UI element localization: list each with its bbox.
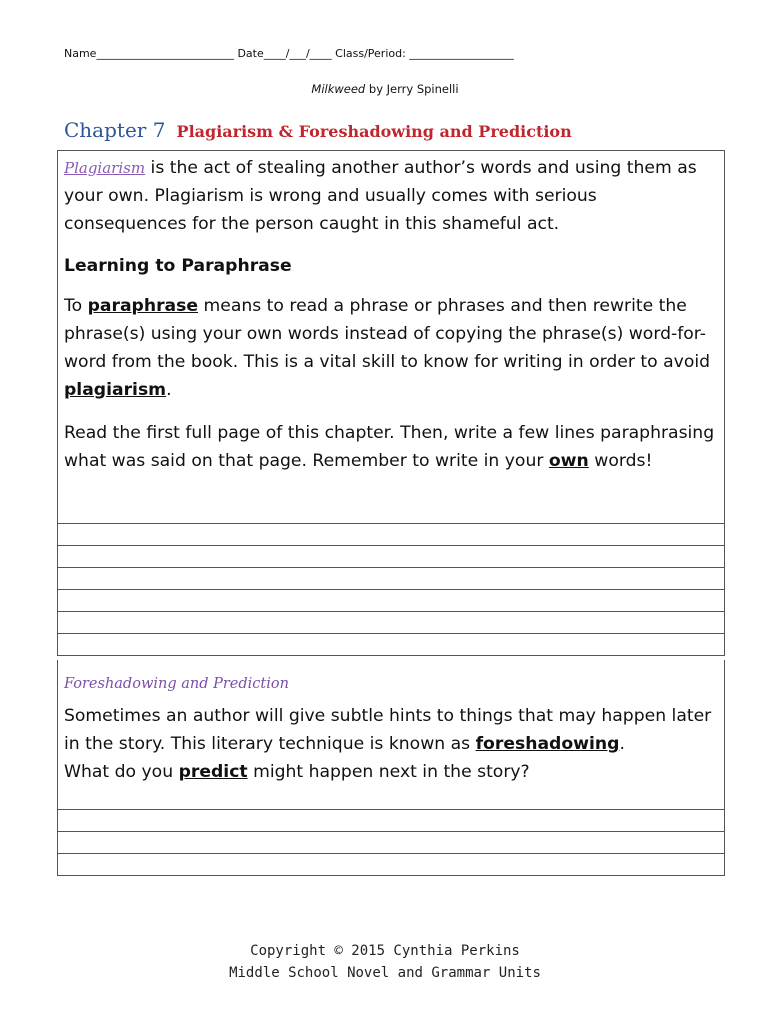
copyright-footer [0, 940, 770, 984]
foreshadowing-text-end: . [619, 734, 625, 754]
task-text-end: words! [588, 451, 653, 471]
writing-line[interactable] [57, 854, 725, 876]
plagiarism-definition-text: is the act of stealing another author’s words and using them as your own. Plagiarism is wrong and usually comes with serious consequences for the person caught in this shameful act. [64, 158, 697, 234]
book-subtitle [0, 82, 770, 96]
writing-line[interactable] [57, 810, 725, 832]
own-term: own [548, 451, 589, 471]
writing-line[interactable] [57, 524, 725, 546]
paraphrase-text-mid: means to read a phrase or phrases and then rewrite the phrase(s) using your own words instead of copying the phrase(s) word-for-word from the book. This is a vital skill to know for writing in order to avoid [64, 296, 711, 372]
foreshadowing-term: foreshadowing [475, 734, 620, 754]
book-title: Milkweed [311, 82, 366, 96]
paraphrase-explanation [58, 292, 724, 404]
chapter-topic: Plagiarism & Foreshadowing and Prediction [176, 122, 572, 141]
foreshadowing-text-start: Sometimes an author will give subtle hints to things that may happen later in the story. This literary technique is known as [64, 706, 712, 754]
writing-line[interactable] [57, 832, 725, 854]
paraphrase-heading: Learning to Paraphrase [64, 256, 292, 276]
paraphrase-text-end: . [166, 380, 172, 400]
paraphrase-text-start: To [64, 296, 88, 316]
writing-line[interactable] [57, 634, 725, 656]
copyright-line: Copyright © 2015 Cynthia Perkins [250, 943, 520, 959]
predict-question-end: might happen next in the story? [247, 762, 530, 782]
task-text-start: Read the first full page of this chapter. Then, write a few lines paraphrasing what was said on that page. Remember to write in your [64, 423, 715, 471]
chapter-label: Chapter 7 [64, 118, 166, 142]
writing-line[interactable] [57, 590, 725, 612]
predict-question-start: What do you [64, 762, 179, 782]
paraphrase-writing-lines [57, 524, 725, 656]
plagiarism-term-2: plagiarism [64, 380, 167, 400]
foreshadowing-box [57, 660, 725, 810]
book-author: by Jerry Spinelli [368, 82, 459, 96]
writing-line[interactable] [57, 546, 725, 568]
foreshadowing-text [58, 702, 724, 786]
plagiarism-box [57, 150, 725, 524]
paraphrase-task [58, 419, 724, 475]
plagiarism-definition [58, 154, 724, 238]
student-info-line: Name_________________________ Date____/___/____ Class/Period: ___________________ [64, 47, 514, 60]
chapter-heading [64, 118, 572, 142]
writing-line[interactable] [57, 612, 725, 634]
paraphrase-term: paraphrase [87, 296, 199, 316]
writing-line[interactable] [57, 568, 725, 590]
publisher-line: Middle School Novel and Grammar Units [229, 965, 541, 981]
prediction-writing-lines [57, 810, 725, 876]
foreshadowing-heading: Foreshadowing and Prediction [64, 676, 289, 692]
plagiarism-term: Plagiarism [64, 159, 146, 177]
predict-term: predict [178, 762, 248, 782]
